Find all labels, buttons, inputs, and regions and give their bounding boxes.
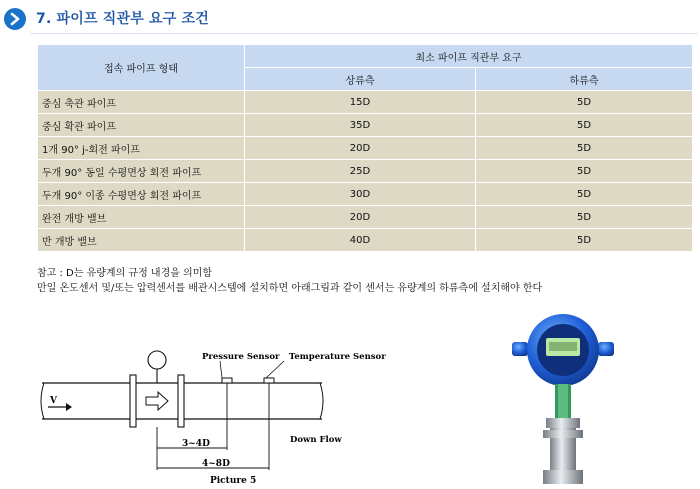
row-downstream-value: 5D [476, 137, 693, 160]
flow-direction-arrow-icon [146, 392, 168, 410]
row-connection-type: 중심 확관 파이프 [38, 114, 245, 137]
row-upstream-value: 30D [245, 183, 476, 206]
row-connection-type: 반 개방 밸브 [38, 229, 245, 252]
row-connection-type: 중심 축관 파이프 [38, 91, 245, 114]
requirements-table [37, 44, 693, 252]
row-connection-type: 완전 개방 밸브 [38, 206, 245, 229]
note-line-2: 만일 온도센서 및/또는 압력센서를 배관시스템에 설치하면 아래그림과 같이 센서는 유량계의 하류측에 설치해야 한다 [37, 283, 543, 294]
dimension-lines [157, 383, 269, 470]
table-row [38, 229, 693, 252]
row-downstream-value: 5D [476, 91, 693, 114]
col-header-connection-type: 접속 파이프 형태 [38, 45, 245, 91]
row-connection-type: 두개 90° 이종 수평면상 회전 파이프 [38, 183, 245, 206]
row-upstream-value: 40D [245, 229, 476, 252]
row-downstream-value: 5D [476, 206, 693, 229]
temperature-sensor-label: Temperature Sensor [289, 352, 386, 362]
row-upstream-value: 35D [245, 114, 476, 137]
installation-diagram [30, 335, 430, 485]
flow-label: V [50, 396, 57, 406]
row-upstream-value: 20D [245, 137, 476, 160]
col-header-min-straight-run: 최소 파이프 직관부 요구 [245, 45, 693, 68]
note-line-1: 참고 : D는 유량계의 규정 내경을 의미함 [37, 268, 213, 279]
section-title: 7. 파이프 직관부 요구 조건 [36, 11, 209, 27]
temperature-leader-line [266, 361, 284, 378]
notes [37, 266, 542, 296]
flowmeter-photo [508, 312, 618, 488]
row-upstream-value: 15D [245, 91, 476, 114]
table-row [38, 91, 693, 114]
row-upstream-value: 20D [245, 206, 476, 229]
meter-head [148, 351, 166, 383]
dimension-temperature-label: 4~8D [202, 459, 230, 469]
down-flow-label: Down Flow [290, 435, 342, 445]
temperature-sensor-port [264, 378, 274, 383]
arrow-right-circle-icon [4, 8, 26, 30]
header-divider [30, 33, 698, 34]
col-header-downstream: 하류측 [476, 68, 693, 91]
pressure-sensor-port [222, 378, 232, 383]
table-row [38, 183, 693, 206]
col-header-upstream: 상류측 [245, 68, 476, 91]
section-header [0, 0, 700, 38]
pressure-sensor-label: Pressure Sensor [202, 352, 280, 362]
table-row [38, 137, 693, 160]
row-downstream-value: 5D [476, 229, 693, 252]
table-row [38, 206, 693, 229]
row-downstream-value: 5D [476, 114, 693, 137]
row-upstream-value: 25D [245, 160, 476, 183]
picture-caption: Picture 5 [210, 476, 257, 485]
dimension-pressure-label: 3~4D [182, 439, 210, 449]
row-connection-type: 두개 90° 동일 수평면상 회전 파이프 [38, 160, 245, 183]
row-connection-type: 1개 90° j-회전 파이프 [38, 137, 245, 160]
table-row [38, 114, 693, 137]
table-row [38, 160, 693, 183]
row-downstream-value: 5D [476, 183, 693, 206]
row-downstream-value: 5D [476, 160, 693, 183]
pressure-leader-line [220, 361, 222, 378]
